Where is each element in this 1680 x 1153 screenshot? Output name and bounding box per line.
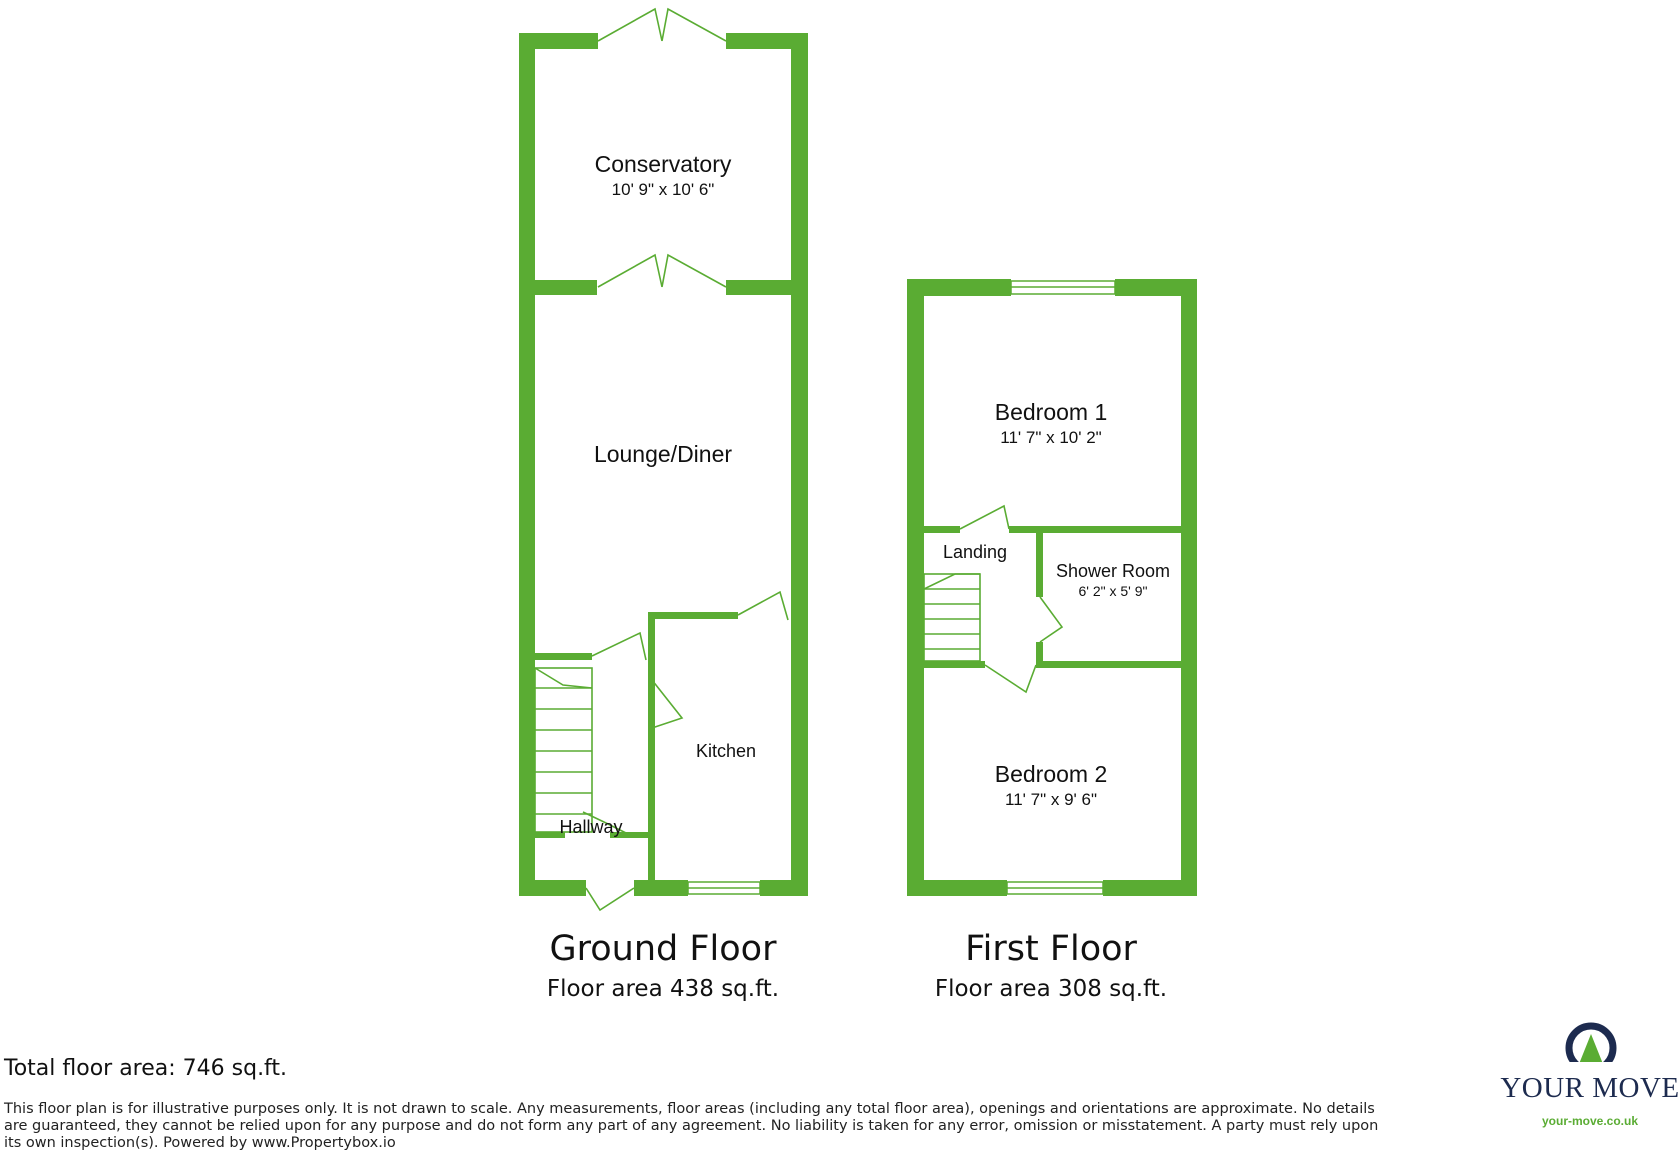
room-label-landing: Landing [942,542,1008,562]
room-label-lounge-diner: Lounge/Diner [593,441,733,467]
brand-url: your-move.co.uk [1541,1114,1639,1128]
room-dims-bedroom-1: 11' 7" x 10' 2" [1000,428,1102,447]
ground-floor-title: Ground Floor [549,929,777,969]
first-floor-area: Floor area 308 sq.ft. [934,976,1168,1002]
ground-floor-area: Floor area 438 sq.ft. [546,976,780,1002]
room-label-bedroom-1: Bedroom 1 [994,399,1108,425]
first-stairs [924,574,980,661]
room-dims-bedroom-2: 11' 7" x 9' 6" [1005,790,1097,809]
room-label-hallway: Hallway [559,817,623,837]
first-floor-title: First Floor [965,929,1137,969]
disclaimer-text: This floor plan is for illustrative purposes only. It is not drawn to scale. Any measurements, floor areas (including any total floor area), openings and orientations are approximate. No details are guaranteed, they cannot be relied upon for any purpose and do not form any part of any agreement. No liability is taken for any error, omission or misstatement. A party must rely upon its own inspection(s). Powered by www.Propertybox.io [4,1101,1379,1151]
room-label-shower-room: Shower Room [1055,561,1171,581]
total-floor-area: Total floor area: 746 sq.ft. [4,1056,288,1081]
room-dims-conservatory: 10' 9" x 10' 6" [611,180,715,199]
room-label-conservatory: Conservatory [594,151,732,177]
ground-stairs [535,668,592,832]
room-dims-shower-room: 6' 2" x 5' 9" [1078,583,1148,599]
room-label-bedroom-2: Bedroom 2 [994,761,1108,787]
your-move-logo-icon [1563,1022,1619,1078]
room-label-kitchen: Kitchen [695,741,757,761]
brand-name: YOUR MOVE [1500,1072,1680,1104]
your-move-logo [1500,1020,1680,1150]
